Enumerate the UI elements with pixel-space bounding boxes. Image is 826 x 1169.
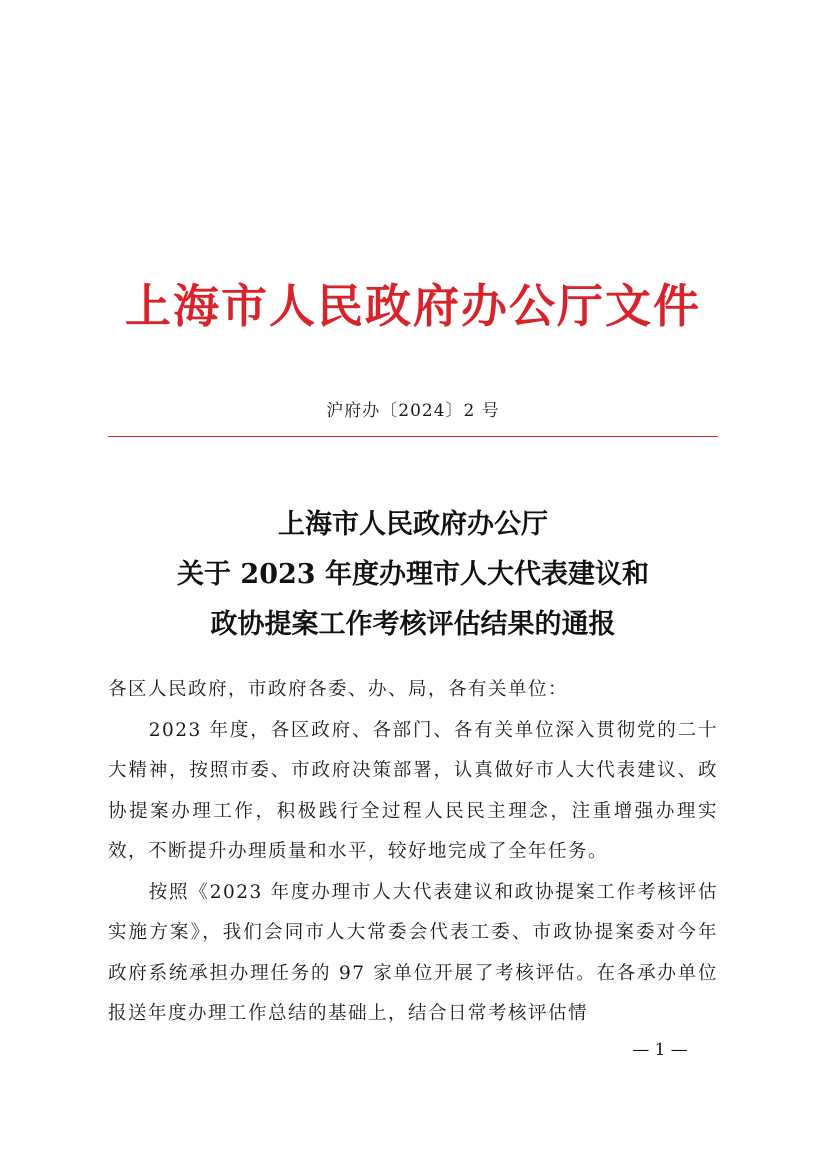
- red-separator-line: [108, 436, 718, 437]
- body-paragraph: 2023 年度，各区政府、各部门、各有关单位深入贯彻党的二十大精神，按照市委、市政府决策部署，认真做好市人大代表建议、政协提案办理工作，积极践行全过程人民民主理念，注重增强办理实效，不断提升办理质量和水平，较好地完成了全年任务。: [108, 719, 718, 862]
- title-line-2: 关于 2023 年度办理市人大代表建议和: [177, 559, 649, 590]
- title-line-3: 政协提案工作考核评估结果的通报: [210, 609, 616, 640]
- document-body: [108, 670, 718, 1035]
- issuing-authority-header: 上海市人民政府办公厅文件: [125, 279, 701, 333]
- document-number: 沪府办〔2024〕2 号: [326, 401, 500, 421]
- page-number: — 1 —: [632, 1040, 688, 1060]
- body-paragraph: 按照《2023 年度办理市人大代表建议和政协提案工作考核评估实施方案》，我们会同市人大常委会代表工委、市政协提案委对今年政府系统承担办理任务的 97 家单位开展了考核评估。在各承办单位报送年度办理工作总结的基础上，结合日常考核评估情: [108, 881, 718, 1024]
- document-title: [0, 500, 826, 650]
- salutation: 各区人民政府，市政府各委、办、局，各有关单位：: [108, 679, 569, 700]
- title-line-1: 上海市人民政府办公厅: [278, 509, 548, 540]
